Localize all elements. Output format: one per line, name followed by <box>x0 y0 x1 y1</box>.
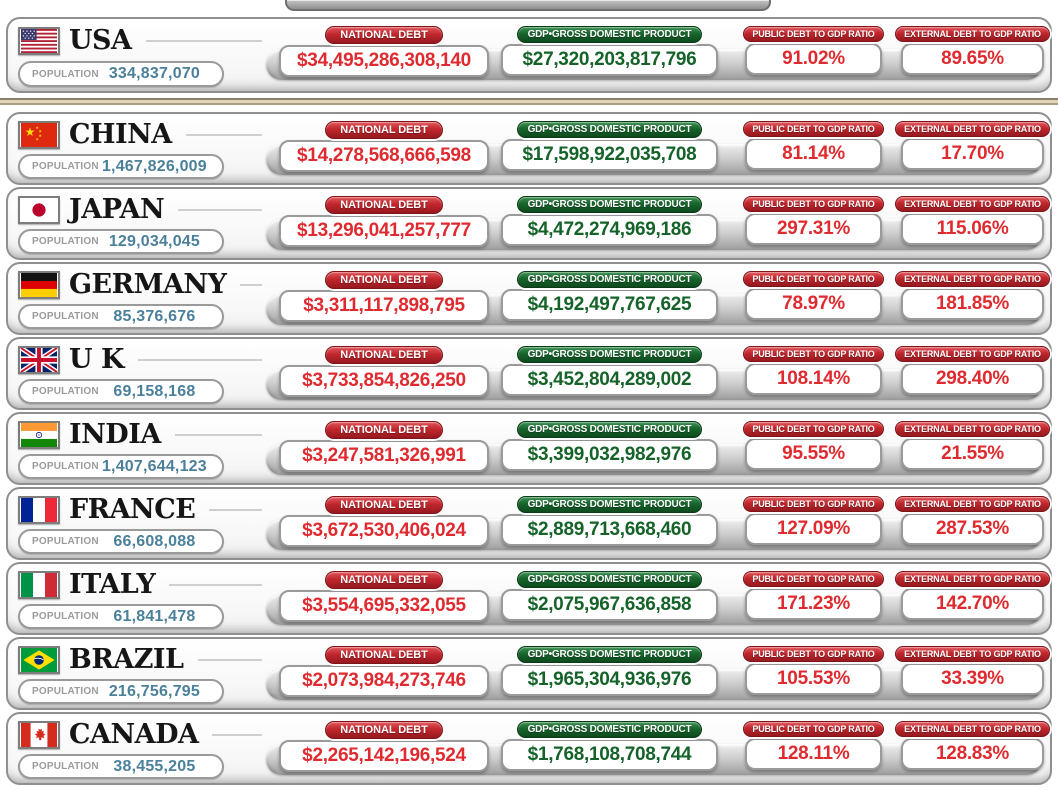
external-debt-ratio-value: 142.70% <box>901 588 1044 620</box>
country-info <box>18 24 266 87</box>
gdp-stat <box>501 419 718 471</box>
national-debt-label: NATIONAL DEBT <box>325 271 443 289</box>
public-debt-ratio-value: 127.09% <box>745 513 882 545</box>
population-value: 1,467,826,009 <box>101 157 207 175</box>
public-debt-ratio-label: PUBLIC DEBT TO GDP RATIO <box>743 421 883 437</box>
gdp-value: $1,965,304,936,976 <box>501 664 718 696</box>
gdp-label: GDP•GROSS DOMESTIC PRODUCT <box>517 421 703 438</box>
national-debt-stat <box>279 644 489 697</box>
gdp-value: $27,320,203,817,796 <box>501 44 718 76</box>
population-label: POPULATION <box>32 761 99 773</box>
country-stats <box>266 419 1044 479</box>
public-debt-ratio-stat <box>745 419 882 470</box>
germany-flag-icon <box>18 271 60 299</box>
population-label: POPULATION <box>32 536 99 548</box>
population-pill <box>18 154 224 179</box>
external-debt-ratio-stat <box>901 119 1044 170</box>
country-name: BRAZIL <box>69 644 184 676</box>
national-debt-stat <box>279 269 489 322</box>
public-debt-ratio-value: 95.55% <box>745 438 882 470</box>
national-debt-stat <box>279 494 489 547</box>
country-name-line <box>18 719 266 751</box>
external-debt-ratio-value: 287.53% <box>901 513 1044 545</box>
external-debt-ratio-label: EXTERNAL DEBT TO GDP RATIO <box>895 421 1050 437</box>
national-debt-value: $2,073,984,273,746 <box>279 665 489 697</box>
country-info <box>18 344 266 404</box>
gdp-stat <box>501 494 718 546</box>
public-debt-ratio-stat <box>745 269 882 320</box>
public-debt-ratio-label: PUBLIC DEBT TO GDP RATIO <box>743 121 883 137</box>
external-debt-ratio-stat <box>901 644 1044 695</box>
population-pill <box>18 304 224 329</box>
national-debt-label: NATIONAL DEBT <box>325 196 443 214</box>
gdp-value: $3,399,032,982,976 <box>501 439 718 471</box>
national-debt-stat <box>279 119 489 172</box>
brazil-flag-icon <box>18 646 60 674</box>
country-name-line <box>18 344 266 376</box>
external-debt-ratio-value: 181.85% <box>901 288 1044 320</box>
country-row <box>6 412 1052 485</box>
public-debt-ratio-value: 108.14% <box>745 363 882 395</box>
national-debt-label: NATIONAL DEBT <box>325 646 443 664</box>
population-label: POPULATION <box>32 386 99 398</box>
country-info <box>18 119 266 179</box>
country-name: FRANCE <box>69 494 196 526</box>
public-debt-ratio-label: PUBLIC DEBT TO GDP RATIO <box>743 721 883 737</box>
population-label: POPULATION <box>32 236 99 248</box>
country-name-line <box>18 119 266 151</box>
population-label: POPULATION <box>32 68 99 80</box>
national-debt-label: NATIONAL DEBT <box>325 121 443 139</box>
national-debt-value: $3,247,581,326,991 <box>279 440 489 472</box>
gdp-value: $2,075,967,636,858 <box>501 589 718 621</box>
name-divider-line <box>209 509 262 511</box>
external-debt-ratio-label: EXTERNAL DEBT TO GDP RATIO <box>895 571 1050 587</box>
gdp-stat <box>501 24 718 76</box>
population-value: 1,407,644,123 <box>101 457 207 475</box>
external-debt-ratio-label: EXTERNAL DEBT TO GDP RATIO <box>895 346 1050 362</box>
external-debt-ratio-stat <box>901 24 1044 75</box>
country-info <box>18 569 266 629</box>
gdp-label: GDP•GROSS DOMESTIC PRODUCT <box>517 496 703 513</box>
national-debt-stat <box>279 719 489 772</box>
national-debt-value: $2,265,142,196,524 <box>279 740 489 772</box>
gdp-value: $2,889,713,668,460 <box>501 514 718 546</box>
external-debt-ratio-value: 89.65% <box>901 43 1044 75</box>
population-value: 129,034,045 <box>108 232 200 250</box>
national-debt-value: $3,311,117,898,795 <box>279 290 489 322</box>
country-row <box>6 262 1052 335</box>
svg-text:★: ★ <box>35 136 40 142</box>
population-pill <box>18 754 224 779</box>
name-divider-line <box>138 359 262 361</box>
country-stats <box>266 494 1044 554</box>
external-debt-ratio-stat <box>901 719 1044 770</box>
public-debt-ratio-stat <box>745 569 882 620</box>
gdp-label: GDP•GROSS DOMESTIC PRODUCT <box>517 26 703 43</box>
national-debt-value: $3,554,695,332,055 <box>279 590 489 622</box>
country-row <box>6 17 1052 93</box>
country-name-line <box>18 24 266 58</box>
country-row <box>6 337 1052 410</box>
clock-header-stub <box>285 0 771 11</box>
svg-text:★: ★ <box>38 132 43 138</box>
country-stats <box>266 719 1044 779</box>
public-debt-ratio-value: 297.31% <box>745 213 882 245</box>
public-debt-ratio-value: 91.02% <box>745 43 882 75</box>
external-debt-ratio-value: 115.06% <box>901 213 1044 245</box>
country-row <box>6 487 1052 560</box>
national-debt-label: NATIONAL DEBT <box>325 346 443 364</box>
public-debt-ratio-label: PUBLIC DEBT TO GDP RATIO <box>743 271 883 287</box>
public-debt-ratio-label: PUBLIC DEBT TO GDP RATIO <box>743 346 883 362</box>
external-debt-ratio-label: EXTERNAL DEBT TO GDP RATIO <box>895 496 1050 512</box>
population-pill <box>18 529 224 554</box>
country-name: CANADA <box>69 719 199 751</box>
national-debt-label: NATIONAL DEBT <box>325 26 443 44</box>
country-name-line <box>18 419 266 451</box>
france-flag-icon <box>18 496 60 524</box>
gdp-label: GDP•GROSS DOMESTIC PRODUCT <box>517 346 703 363</box>
gdp-label: GDP•GROSS DOMESTIC PRODUCT <box>517 646 703 663</box>
country-stats <box>266 644 1044 704</box>
japan-flag-icon <box>18 196 60 224</box>
external-debt-ratio-value: 21.55% <box>901 438 1044 470</box>
country-info <box>18 269 266 329</box>
population-label: POPULATION <box>32 311 99 323</box>
name-divider-line <box>169 584 262 586</box>
population-value: 69,158,168 <box>113 382 196 400</box>
italy-flag-icon <box>18 571 60 599</box>
country-row <box>6 562 1052 635</box>
national-debt-stat <box>279 344 489 397</box>
gdp-stat <box>501 194 718 246</box>
country-info <box>18 719 266 779</box>
national-debt-label: NATIONAL DEBT <box>325 571 443 589</box>
external-debt-ratio-value: 33.39% <box>901 663 1044 695</box>
population-label: POPULATION <box>32 461 99 473</box>
country-name-line <box>18 194 266 226</box>
population-value: 85,376,676 <box>113 307 196 325</box>
external-debt-ratio-value: 298.40% <box>901 363 1044 395</box>
gdp-stat <box>501 719 718 771</box>
gdp-label: GDP•GROSS DOMESTIC PRODUCT <box>517 196 703 213</box>
external-debt-ratio-stat <box>901 569 1044 620</box>
country-stats <box>266 194 1044 254</box>
national-debt-value: $3,733,854,826,250 <box>279 365 489 397</box>
public-debt-ratio-stat <box>745 644 882 695</box>
national-debt-label: NATIONAL DEBT <box>325 496 443 514</box>
gdp-stat <box>501 269 718 321</box>
external-debt-ratio-stat <box>901 269 1044 320</box>
country-name-line <box>18 644 266 676</box>
gdp-value: $1,768,108,708,744 <box>501 739 718 771</box>
population-pill <box>18 604 224 629</box>
country-info <box>18 194 266 254</box>
public-debt-ratio-value: 105.53% <box>745 663 882 695</box>
external-debt-ratio-label: EXTERNAL DEBT TO GDP RATIO <box>895 196 1050 212</box>
gdp-value: $3,452,804,289,002 <box>501 364 718 396</box>
gdp-value: $17,598,922,035,708 <box>501 139 718 171</box>
public-debt-ratio-label: PUBLIC DEBT TO GDP RATIO <box>743 196 883 212</box>
population-label: POPULATION <box>32 686 99 698</box>
public-debt-ratio-stat <box>745 494 882 545</box>
country-stats <box>266 119 1044 179</box>
population-value: 38,455,205 <box>113 757 196 775</box>
external-debt-ratio-label: EXTERNAL DEBT TO GDP RATIO <box>895 271 1050 287</box>
gdp-label: GDP•GROSS DOMESTIC PRODUCT <box>517 721 703 738</box>
population-pill <box>18 61 224 87</box>
country-row <box>6 112 1052 185</box>
public-debt-ratio-value: 128.11% <box>745 738 882 770</box>
external-debt-ratio-label: EXTERNAL DEBT TO GDP RATIO <box>895 26 1050 42</box>
national-debt-label: NATIONAL DEBT <box>325 721 443 739</box>
external-debt-ratio-stat <box>901 194 1044 245</box>
india-flag-icon <box>18 421 60 449</box>
external-debt-ratio-value: 17.70% <box>901 138 1044 170</box>
name-divider-line <box>146 40 263 42</box>
national-debt-stat <box>279 419 489 472</box>
public-debt-ratio-value: 171.23% <box>745 588 882 620</box>
public-debt-ratio-value: 81.14% <box>745 138 882 170</box>
public-debt-ratio-value: 78.97% <box>745 288 882 320</box>
public-debt-ratio-label: PUBLIC DEBT TO GDP RATIO <box>743 496 883 512</box>
public-debt-ratio-label: PUBLIC DEBT TO GDP RATIO <box>743 646 883 662</box>
gdp-stat <box>501 119 718 171</box>
public-debt-ratio-stat <box>745 719 882 770</box>
gdp-label: GDP•GROSS DOMESTIC PRODUCT <box>517 271 703 288</box>
population-value: 61,841,478 <box>113 607 196 625</box>
national-debt-stat <box>279 194 489 247</box>
public-debt-ratio-stat <box>745 344 882 395</box>
country-info <box>18 419 266 479</box>
gdp-stat <box>501 344 718 396</box>
population-label: POPULATION <box>32 161 99 173</box>
national-debt-value: $13,296,041,257,777 <box>279 215 489 247</box>
population-value: 66,608,088 <box>113 532 196 550</box>
name-divider-line <box>186 134 262 136</box>
country-stats <box>266 24 1044 87</box>
external-debt-ratio-label: EXTERNAL DEBT TO GDP RATIO <box>895 121 1050 137</box>
gdp-stat <box>501 644 718 696</box>
svg-text:★: ★ <box>35 125 40 131</box>
public-debt-ratio-stat <box>745 194 882 245</box>
national-debt-label: NATIONAL DEBT <box>325 421 443 439</box>
external-debt-ratio-label: EXTERNAL DEBT TO GDP RATIO <box>895 721 1050 737</box>
public-debt-ratio-stat <box>745 119 882 170</box>
country-row <box>6 712 1052 785</box>
country-name: JAPAN <box>69 194 165 226</box>
country-name: ITALY <box>69 569 156 601</box>
public-debt-ratio-label: PUBLIC DEBT TO GDP RATIO <box>743 26 883 42</box>
country-name-line <box>18 569 266 601</box>
population-value: 216,756,795 <box>108 682 200 700</box>
usa-flag-icon <box>18 27 60 55</box>
population-pill <box>18 229 224 254</box>
world-debt-clocks-list <box>0 17 1058 787</box>
country-row <box>6 187 1052 260</box>
national-debt-stat <box>279 24 489 77</box>
country-name: USA <box>69 25 132 56</box>
population-pill <box>18 679 224 704</box>
external-debt-ratio-stat <box>901 344 1044 395</box>
national-debt-stat <box>279 569 489 622</box>
china-flag-icon <box>18 121 60 149</box>
population-value: 334,837,070 <box>108 65 200 82</box>
public-debt-ratio-stat <box>745 24 882 75</box>
population-pill <box>18 454 224 479</box>
population-label: POPULATION <box>32 611 99 623</box>
gdp-stat <box>501 569 718 621</box>
country-stats <box>266 569 1044 629</box>
gdp-label: GDP•GROSS DOMESTIC PRODUCT <box>517 121 703 138</box>
name-divider-line <box>198 659 262 661</box>
uk-flag-icon <box>18 346 60 374</box>
national-debt-value: $3,672,530,406,024 <box>279 515 489 547</box>
name-divider-line <box>240 284 262 286</box>
country-name: INDIA <box>69 419 161 451</box>
gdp-label: GDP•GROSS DOMESTIC PRODUCT <box>517 571 703 588</box>
name-divider-line <box>212 734 262 736</box>
svg-text:★: ★ <box>38 128 43 134</box>
external-debt-ratio-stat <box>901 419 1044 470</box>
country-name: U K <box>69 344 124 376</box>
canada-flag-icon <box>18 721 60 749</box>
country-row <box>6 637 1052 710</box>
country-info <box>18 644 266 704</box>
national-debt-value: $34,495,286,308,140 <box>279 45 489 77</box>
external-debt-ratio-stat <box>901 494 1044 545</box>
name-divider-line <box>175 434 262 436</box>
gdp-value: $4,472,274,969,186 <box>501 214 718 246</box>
country-info <box>18 494 266 554</box>
public-debt-ratio-label: PUBLIC DEBT TO GDP RATIO <box>743 571 883 587</box>
country-name-line <box>18 494 266 526</box>
country-name-line <box>18 269 266 301</box>
country-stats <box>266 269 1044 329</box>
external-debt-ratio-label: EXTERNAL DEBT TO GDP RATIO <box>895 646 1050 662</box>
gdp-value: $4,192,497,767,625 <box>501 289 718 321</box>
name-divider-line <box>178 209 262 211</box>
external-debt-ratio-value: 128.83% <box>901 738 1044 770</box>
population-pill <box>18 379 224 404</box>
svg-text:★: ★ <box>24 125 36 140</box>
national-debt-value: $14,278,568,666,598 <box>279 140 489 172</box>
country-name: CHINA <box>69 119 172 151</box>
first-row-separator <box>0 98 1058 105</box>
country-name: GERMANY <box>69 269 227 301</box>
country-stats <box>266 344 1044 404</box>
